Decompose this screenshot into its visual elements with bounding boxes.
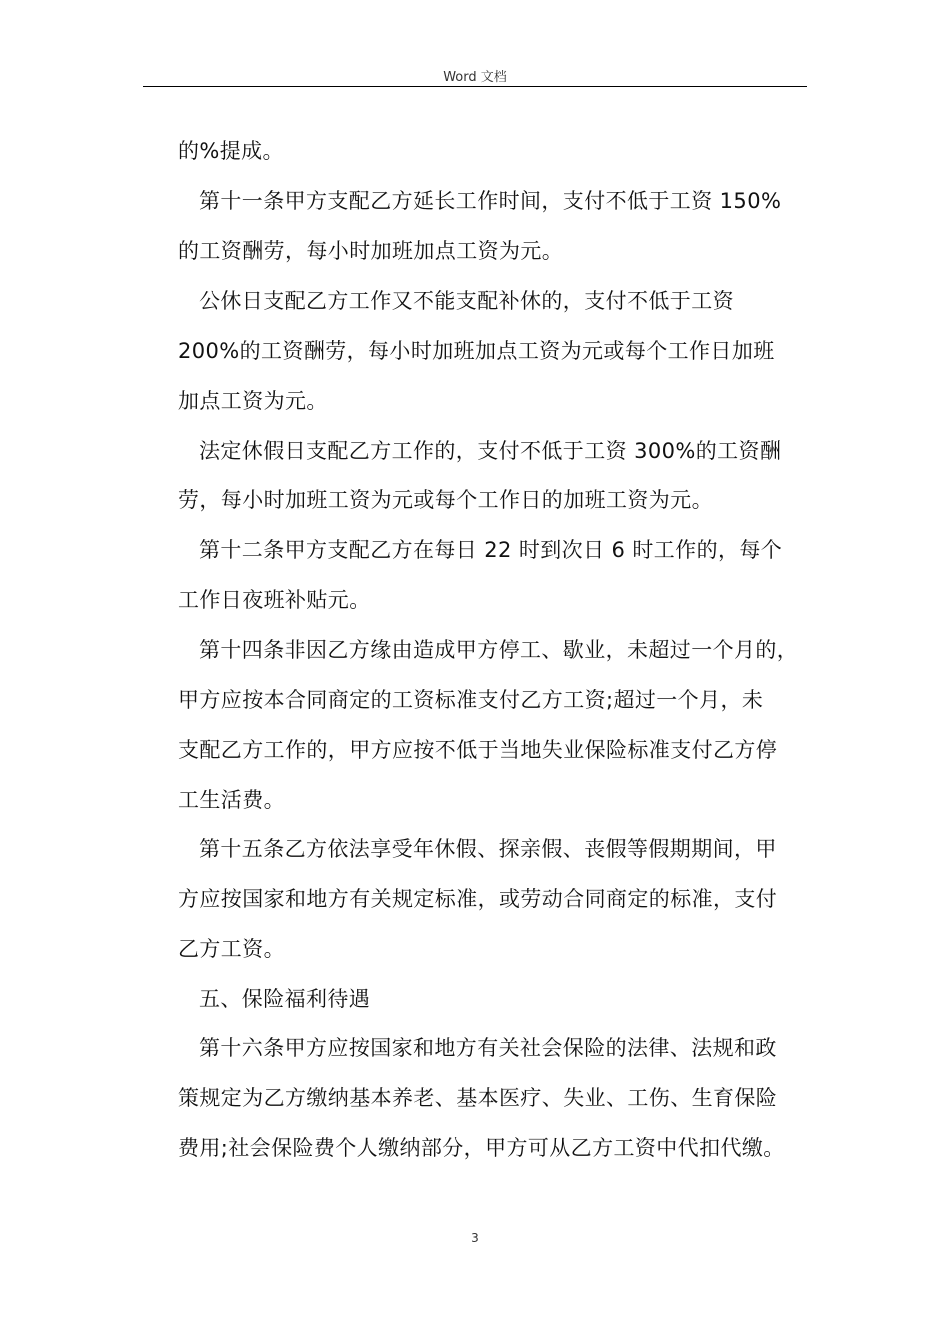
- body-line: 第十一条甲方支配乙方延长工作时间，支付不低于工资 150%: [199, 189, 782, 213]
- body-line: 支配乙方工作的，甲方应按不低于当地失业保险标准支付乙方停: [178, 738, 778, 762]
- body-line: 第十四条非因乙方缘由造成甲方停工、歇业，未超过一个月的，: [199, 638, 799, 662]
- body-line: 工作日夜班补贴元。: [178, 588, 371, 612]
- body-line: 第十二条甲方支配乙方在每日 22 时到次日 6 时工作的，每个: [199, 538, 783, 562]
- body-line: 200%的工资酬劳，每小时加班加点工资为元或每个工作日加班: [178, 339, 775, 363]
- body-line: 工生活费。: [178, 788, 285, 812]
- body-line: 公休日支配乙方工作又不能支配补休的，支付不低于工资: [199, 289, 734, 313]
- body-line: 策规定为乙方缴纳基本养老、基本医疗、失业、工伤、生育保险: [178, 1086, 778, 1110]
- section-heading: 五、保险福利待遇: [199, 987, 371, 1011]
- body-line: 第十五条乙方依法享受年休假、探亲假、丧假等假期期间，甲: [199, 837, 777, 861]
- body-line: 甲方应按本合同商定的工资标准支付乙方工资;超过一个月，未: [178, 688, 764, 712]
- page-header-title: Word 文档: [443, 70, 507, 85]
- body-line: 劳，每小时加班工资为元或每个工作日的加班工资为元。: [178, 488, 713, 512]
- body-line: 第十六条甲方应按国家和地方有关社会保险的法律、法规和政: [199, 1036, 777, 1060]
- body-line: 费用;社会保险费个人缴纳部分，甲方可从乙方工资中代扣代缴。: [178, 1136, 785, 1160]
- body-line: 加点工资为元。: [178, 389, 328, 413]
- body-line: 的%提成。: [178, 139, 284, 163]
- body-line: 法定休假日支配乙方工作的，支付不低于工资 300%的工资酬: [199, 439, 782, 463]
- body-line: 乙方工资。: [178, 937, 285, 961]
- body-line: 方应按国家和地方有关规定标准，或劳动合同商定的标准，支付: [178, 887, 778, 911]
- header-divider: [143, 86, 807, 87]
- page-number: 3: [471, 1231, 479, 1245]
- body-line: 的工资酬劳，每小时加班加点工资为元。: [178, 239, 564, 263]
